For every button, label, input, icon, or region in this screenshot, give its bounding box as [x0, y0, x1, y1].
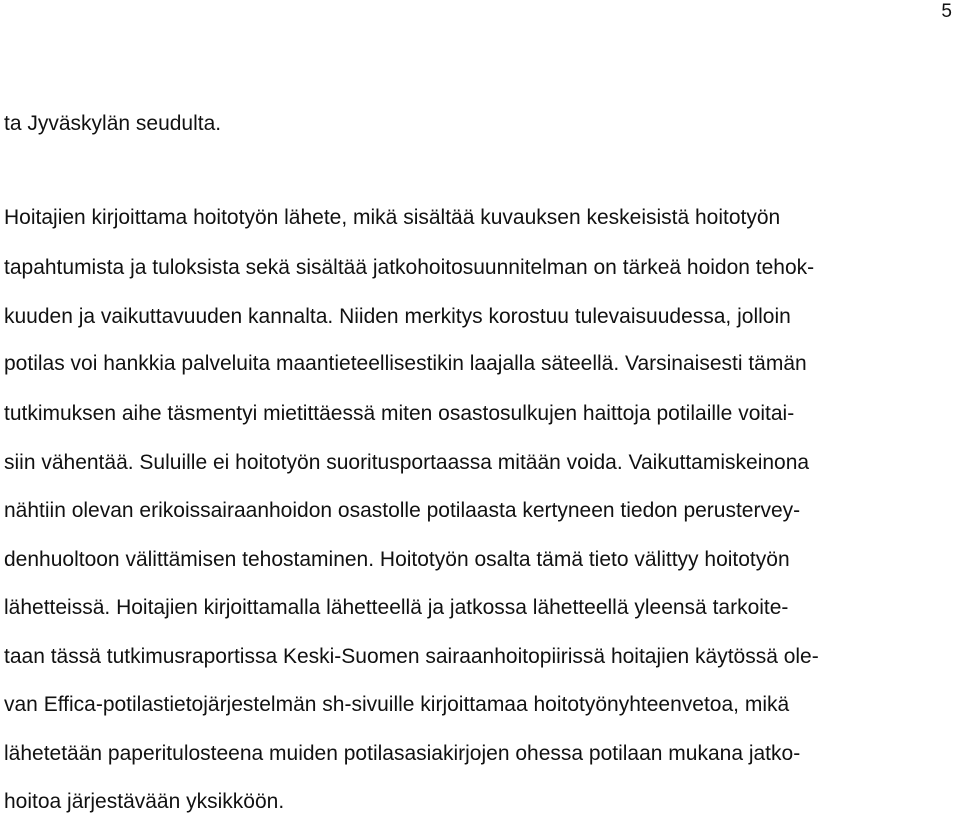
- paragraph-line: siin vähentää. Suluille ei hoitotyön suoritusportaassa mitään voida. Vaikuttamiskeinona: [4, 451, 810, 474]
- paragraph-line: potilas voi hankkia palveluita maantieteellisestikin laajalla säteellä. Varsinaisesti tämän: [4, 352, 807, 375]
- paragraph-line: nähtiin olevan erikoissairaanhoidon osastolle potilaasta kertyneen tiedon perusterveу-: [4, 499, 801, 522]
- paragraph-line: tutkimuksen aihe täsmentyi mietittäessä miten osastosulkujen haittoja potilaille voitai-: [4, 402, 795, 425]
- paragraph-line: kuuden ja vaikuttavuuden kannalta. Niiden merkitys korostuu tulevaisuudessa, jolloin: [4, 305, 791, 328]
- paragraph-line: van Effica-potilastietojärjestelmän sh-sivuille kirjoittamaa hoitotyönyhteenvetoa, mikä: [4, 693, 790, 716]
- paragraph-line: taan tässä tutkimusraportissa Keski-Suomen sairaanhoitopiirissä hoitajien käytössä ole-: [4, 645, 819, 668]
- paragraph-line: Hoitajien kirjoittama hoitotyön lähete, mikä sisältää kuvauksen keskeisistä hoitotyön: [4, 206, 781, 229]
- paragraph-line: tapahtumista ja tuloksista sekä sisältää jatkohoitosuunnitelman on tärkeä hoidon tehok-: [4, 256, 815, 279]
- intro-line: ta Jyväskylän seudulta.: [4, 112, 222, 135]
- paragraph-line: lähetteissä. Hoitajien kirjoittamalla lähetteellä ja jatkossa lähetteellä yleensä tarkoite-: [4, 596, 789, 619]
- paragraph-line: lähetetään paperitulosteena muiden potilasasiakirjojen ohessa potilaan mukana jatko-: [4, 742, 801, 765]
- paragraph-line: hoitoa järjestävään yksikköön.: [4, 790, 285, 813]
- paragraph-line: denhuoltoon välittämisen tehostaminen. Hoitotyön osalta tämä tieto välittyy hoitotyön: [4, 548, 790, 571]
- page-number: 5: [941, 1, 952, 22]
